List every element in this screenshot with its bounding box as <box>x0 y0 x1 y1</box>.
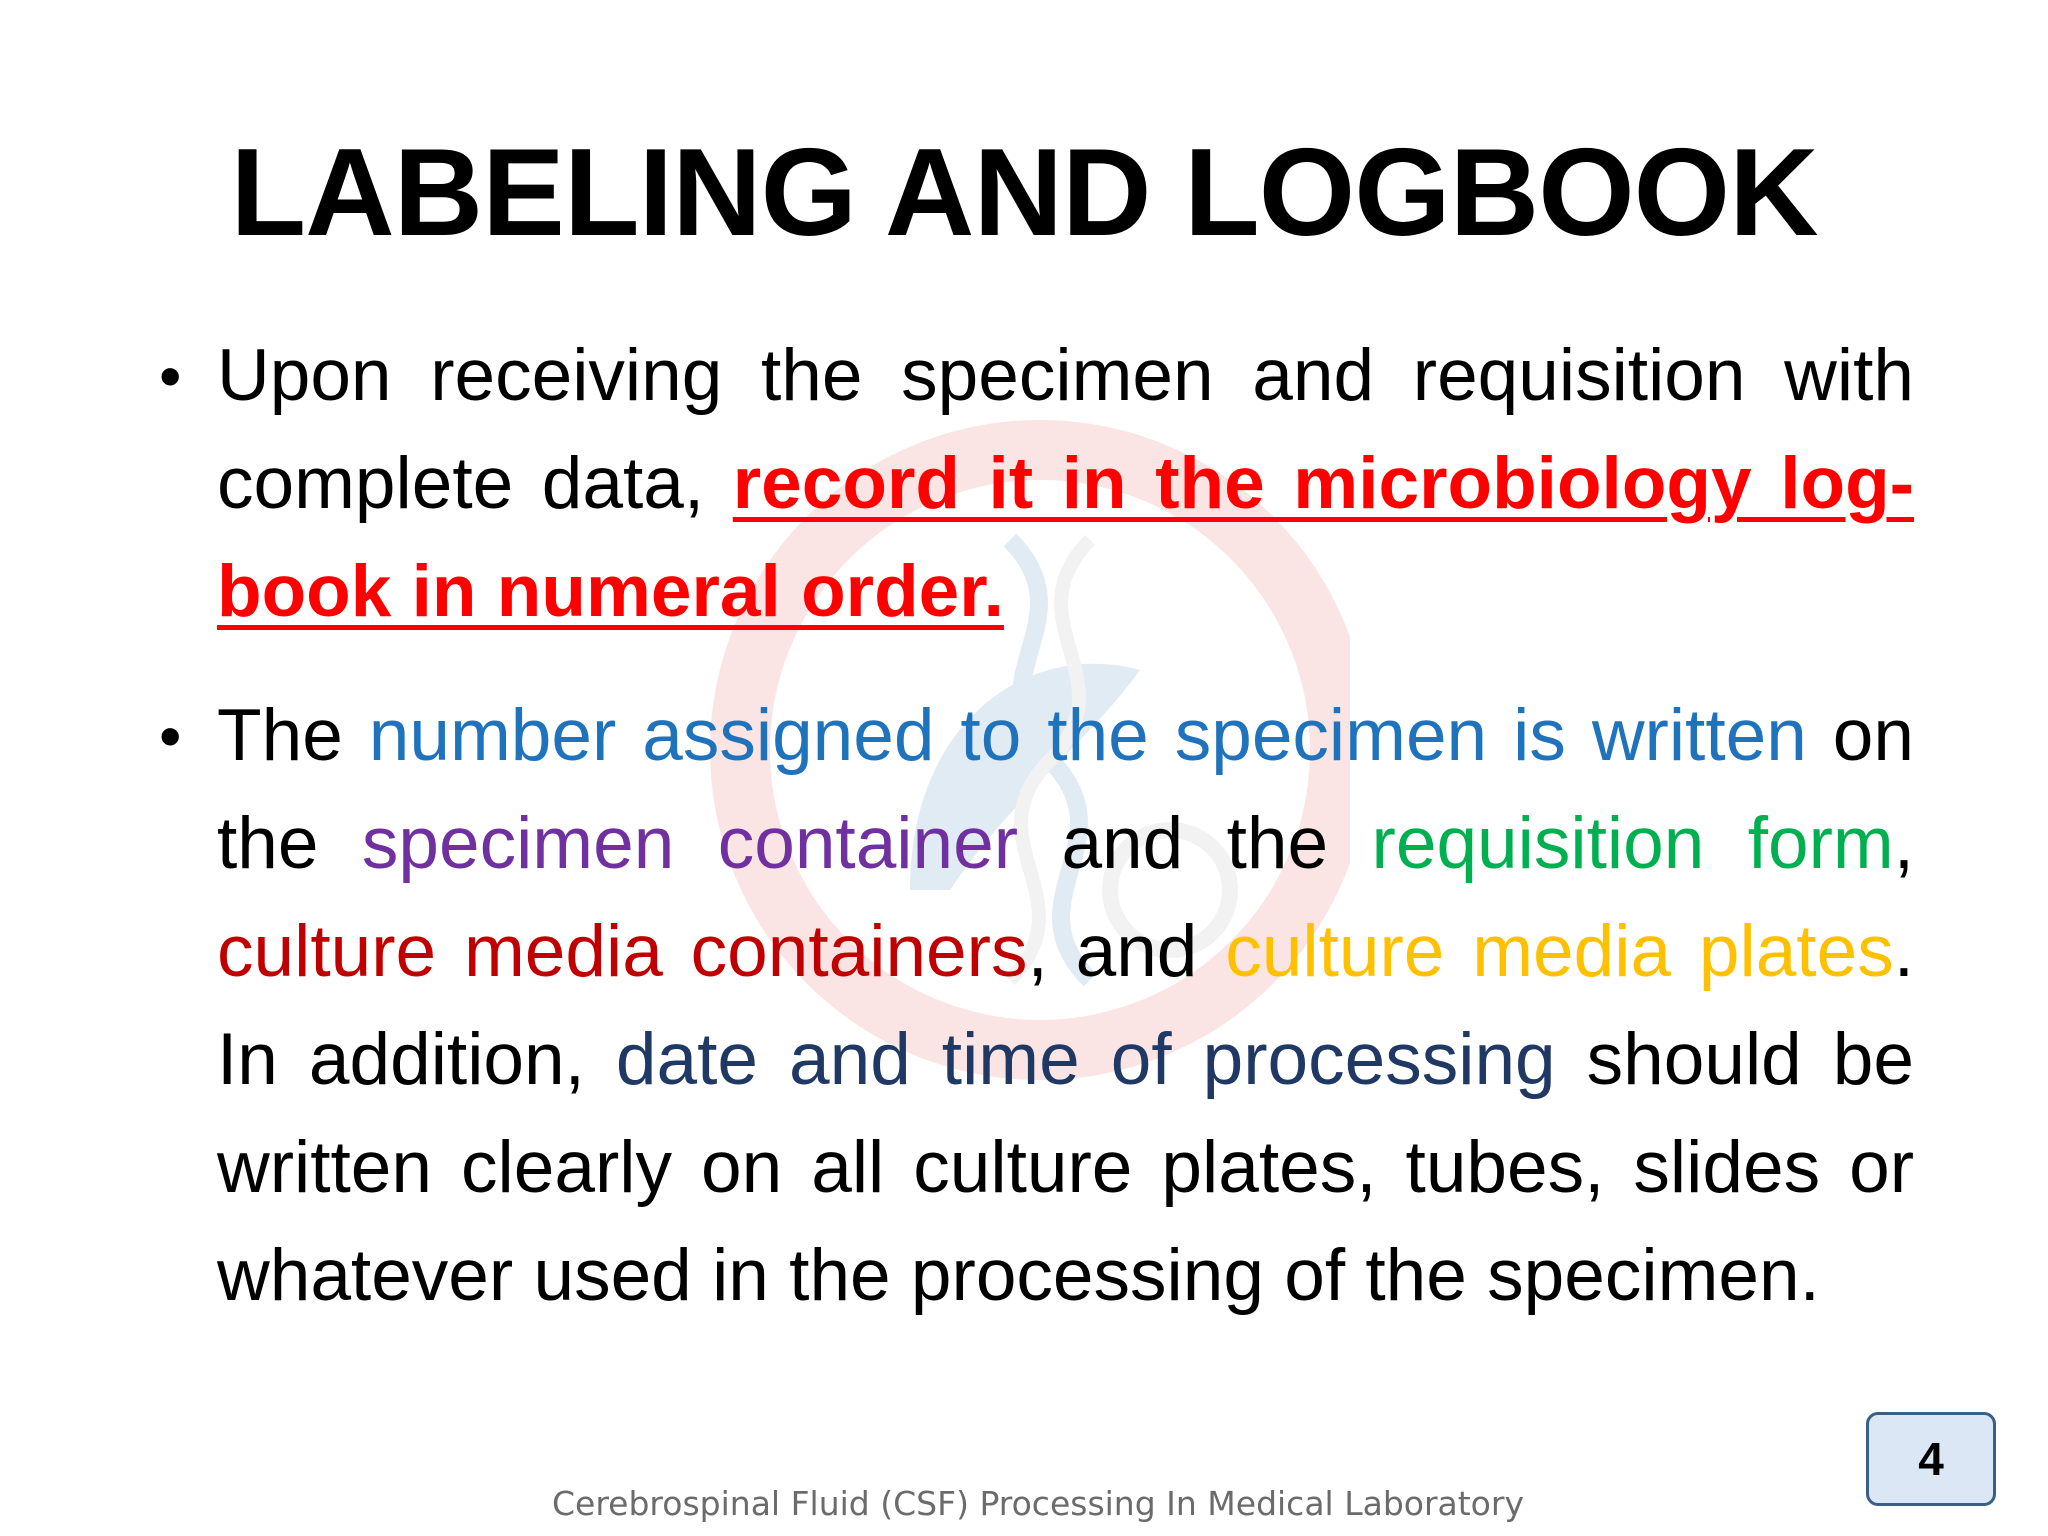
bullet-text-segment: and the <box>1018 803 1372 884</box>
bullet-text-segment: . In addition, <box>217 911 1914 1100</box>
blue-text-segment: number assigned to the specimen is written <box>368 695 1807 776</box>
bullet-text-segment: on the <box>217 695 1914 884</box>
bullet-item <box>159 682 1914 1330</box>
gold-text-segment: culture media plates <box>1225 911 1894 992</box>
bullet-dot-icon: • <box>159 340 182 412</box>
purple-text-segment: specimen container <box>361 803 1019 884</box>
slide-footer: Cerebrospinal Fluid (CSF) Processing In Medical Laboratory <box>552 1484 1524 1523</box>
emphasis-text-segment: record it in the microbiology log-book in numeral order. <box>217 443 1914 632</box>
page-number-badge: 4 <box>1866 1412 1996 1506</box>
bullet-text-segment: Upon receiving the specimen and requisition with complete data, <box>217 335 1914 524</box>
bullet-text-segment: should be written clearly on all culture plates, tubes, slides or whatever used in the processing of the specimen. <box>217 1019 1914 1316</box>
bullet-list <box>159 322 1914 1330</box>
bullet-dot-icon: • <box>159 700 182 772</box>
slide-title: LABELING AND LOGBOOK <box>230 124 1818 262</box>
green-text-segment: requisition form <box>1371 803 1894 884</box>
navy-text-segment: date and time of processing <box>615 1019 1556 1100</box>
bullet-item <box>159 322 1914 646</box>
darkred-text-segment: culture media containers <box>217 911 1028 992</box>
bullet-text-segment: , and <box>1027 911 1226 992</box>
bullet-text-segment: The <box>217 695 369 776</box>
bullet-text-segment: , <box>1893 803 1914 884</box>
